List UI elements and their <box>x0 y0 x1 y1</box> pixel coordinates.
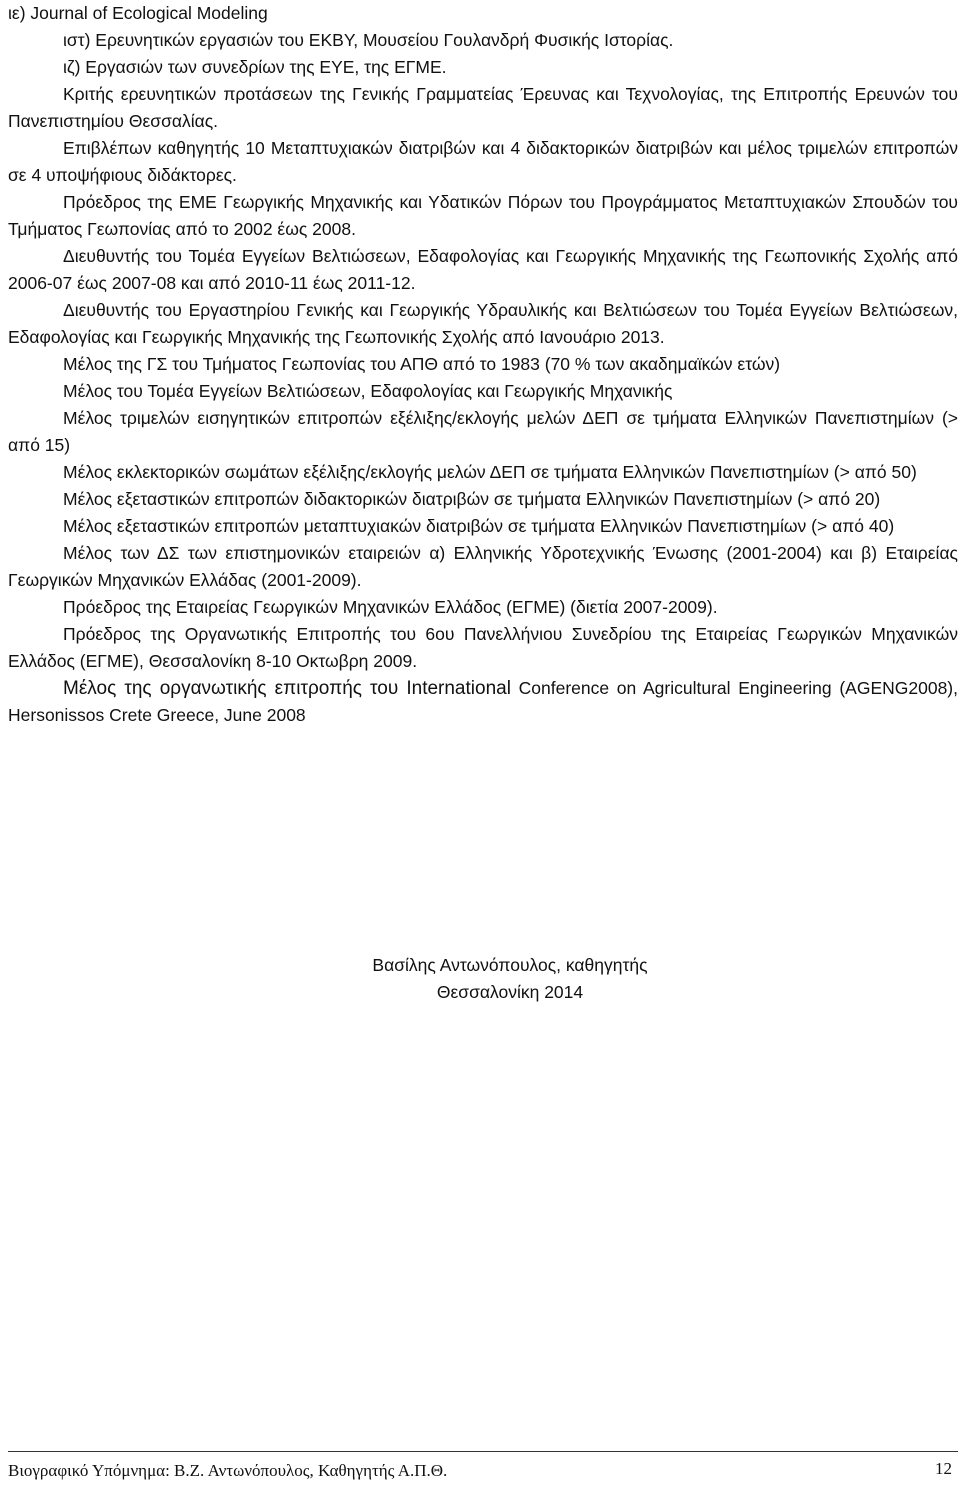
paragraph-supervisor: Επιβλέπων καθηγητής 10 Μεταπτυχιακών διατριβών και 4 διδακτορικών διατριβών και μέλος τριμελών επιτροπών σε 4 υποψήφιους διδάκτορες. <box>8 138 958 185</box>
paragraph-member-committees: Μέλος τριμελών εισηγητικών επιτροπών εξέλιξης/εκλογής μελών ΔΕΠ σε τμήματα Ελληνικών Πανεπιστημίων (> από 15) <box>8 408 958 455</box>
paragraph-ageng2008 <box>8 675 958 729</box>
list-item-iz: ιζ) Εργασιών των συνεδρίων της ΕΥΕ, της ΕΓΜΕ. <box>63 57 447 77</box>
ageng-part2: Conference on Agricultural Engineering (AGENG2008), Hersonissos Crete Greece, June 2008 <box>8 678 958 725</box>
paragraph-president-egme: Πρόεδρος της Εταιρείας Γεωργικών Μηχανικών Ελλάδος (ΕΓΜΕ) (διετία 2007-2009). <box>63 597 718 617</box>
paragraph-member-phd-exam: Μέλος εξεταστικών επιτροπών διδακτορικών διατριβών σε τμήματα Ελληνικών Πανεπιστημίων (> από 20) <box>63 489 881 509</box>
signature-block <box>0 952 960 1006</box>
footer-text: Βιογραφικό Υπόμνημα: Β.Ζ. Αντωνόπουλος, Καθηγητής Α.Π.Θ. <box>8 1461 448 1480</box>
page-number: 12 <box>935 1459 952 1478</box>
ageng-part1: Μέλος της οργανωτικής επιτροπής του International <box>63 678 511 699</box>
paragraph-member-msc-exam: Μέλος εξεταστικών επιτροπών μεταπτυχιακών διατριβών σε τμήματα Ελληνικών Πανεπιστημίων (> από 40) <box>63 516 895 536</box>
signature-name: Βασίλης Αντωνόπουλος, καθηγητής <box>372 955 648 975</box>
paragraph-director-lab: Διευθυντής του Εργαστηρίου Γενικής και Γεωργικής Υδραυλικής και Βελτιώσεων του Τομέα Εγγείων Βελτιώσεων, Εδαφολογίας και Γεωργικής Μηχανικής της Γεωπονικής Σχολής από Ιανουάριο 2013. <box>8 300 958 347</box>
signature-place-date: Θεσσαλονίκη 2014 <box>436 982 584 1002</box>
footer-divider <box>8 1451 958 1452</box>
list-item-ist: ιστ) Ερευνητικών εργασιών του ΕΚΒΥ, Μουσείου Γουλανδρή Φυσικής Ιστορίας. <box>63 30 674 50</box>
paragraph-reviewer: Κριτής ερευνητικών προτάσεων της Γενικής Γραμματείας Έρευνας και Τεχνολογίας, της Επιτροπής Ερευνών του Πανεπιστημίου Θεσσαλίας. <box>8 84 958 131</box>
paragraph-chair-eme: Πρόεδρος της ΕΜΕ Γεωργικής Μηχανικής και Υδατικών Πόρων του Προγράμματος Μεταπτυχιακών Σπουδών του Τμήματος Γεωπονίας από το 2002 έως 2008. <box>8 192 958 239</box>
paragraph-member-sector: Μέλος του Τομέα Εγγείων Βελτιώσεων, Εδαφολογίας και Γεωργικής Μηχανικής <box>63 381 673 401</box>
paragraph-member-boards: Μέλος των ΔΣ των επιστημονικών εταιρειών α) Ελληνικής Υδροτεχνικής Ένωσης (2001-2004) και β) Εταιρείας Γεωργικών Μηχανικών Ελλάδας (2001-2009). <box>8 543 958 590</box>
paragraph-member-gs: Μέλος της ΓΣ του Τμήματος Γεωπονίας του ΑΠΘ από το 1983 (70 % των ακαδημαϊκών ετών) <box>63 354 781 374</box>
paragraph-director-sector: Διευθυντής του Τομέα Εγγείων Βελτιώσεων, Εδαφολογίας και Γεωργικής Μηχανικής της Γεωπονικής Σχολής από 2006-07 έως 2007-08 και από 2010-11 έως 2011-12. <box>8 246 958 293</box>
paragraph-president-org-committee: Πρόεδρος της Οργανωτικής Επιτροπής του 6ου Πανελλήνιου Συνεδρίου της Εταιρείας Γεωργικών Μηχανικών Ελλάδος (ΕΓΜΕ), Θεσσαλονίκη 8-10 Οκτωβρη 2009. <box>8 624 958 671</box>
paragraph-member-electoral: Μέλος εκλεκτορικών σωμάτων εξέλιξης/εκλογής μελών ΔΕΠ σε τμήματα Ελληνικών Πανεπιστημίων (> από 50) <box>63 462 917 482</box>
list-item-ie: ιε) Journal of Ecological Modeling <box>8 3 268 23</box>
document-body <box>8 0 958 729</box>
